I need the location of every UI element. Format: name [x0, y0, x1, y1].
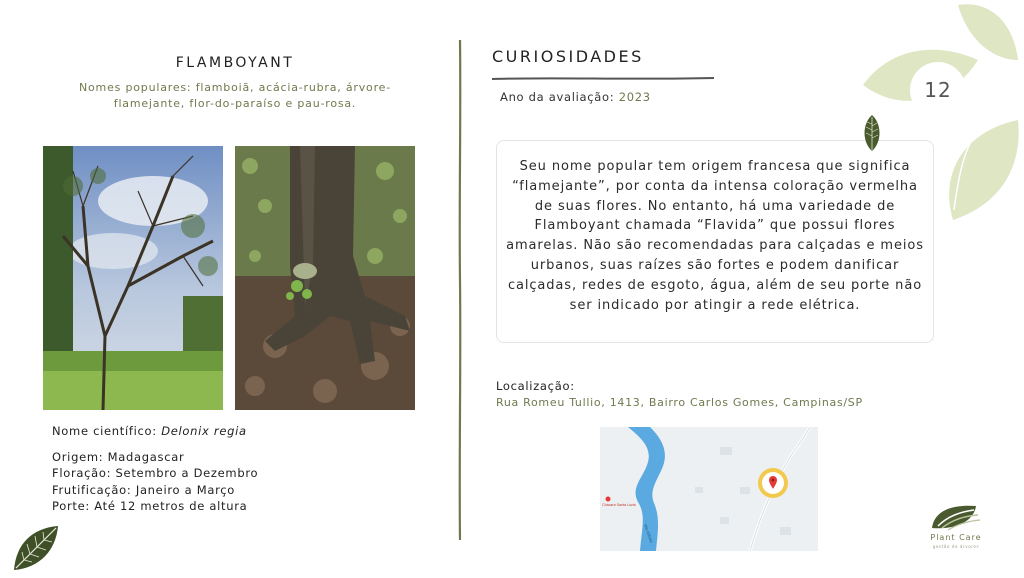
brand-tagline: gestão de árvores [932, 544, 980, 549]
brand-name: Plant Care [930, 533, 982, 542]
origin-fact: Origem: Madagascar [52, 450, 185, 464]
location-label: Localização: [496, 379, 575, 393]
description-text: Seu nome popular tem origem francesa que significa “flamejante”, por conta da intensa coloração vermelha de suas flores. No entanto, há uma variedade de Flamboyant chamada “Flavida” que possui flores amarelas. Não são recomendadas para calçadas e meios urbanos, suas raízes são fortes e podem danificar calçadas, redes de esgoto, água, além de seu porte não ser indicado por atingir a rede elétrica. [506, 159, 924, 313]
evaluation-year [500, 90, 651, 104]
plant-care-logo-icon [930, 502, 982, 536]
scientific-name-line [52, 424, 247, 438]
map-river-label: Rio Atibaia [643, 523, 655, 544]
scientific-name-label: Nome científico: [52, 424, 162, 438]
scientific-name-value: Delonix regia [161, 424, 247, 438]
species-title: FLAMBOYANT [175, 55, 295, 71]
column-divider [456, 40, 464, 544]
evaluation-year-label: Ano da avaliação: [500, 90, 619, 104]
size-fact: Porte: Até 12 metros de altura [52, 499, 248, 513]
flowering-fact: Floração: Setembro a Dezembro [52, 466, 259, 480]
popular-names: Nomes populares: flamboiã, acácia-rubra, árvore-flamejante, flor-do-paraíso e pau-rosa. [79, 81, 391, 110]
page-number: 12 [910, 62, 966, 118]
tree-canopy-photo [43, 146, 223, 410]
title-underline [492, 68, 714, 87]
small-leaf-icon [862, 114, 882, 156]
curiosities-title: CURIOSIDADES [492, 47, 644, 66]
map-place-label: Chácara Santa Luzia [602, 503, 636, 507]
fruiting-fact: Frutificação: Janeiro a Março [52, 483, 236, 497]
location-map[interactable] [600, 427, 818, 551]
tree-trunk-photo [235, 146, 415, 410]
evaluation-year-value: 2023 [618, 90, 651, 104]
location-address: Rua Romeu Tullio, 1413, Bairro Carlos Gomes, Campinas/SP [496, 396, 863, 409]
leaf-icon [10, 522, 62, 578]
